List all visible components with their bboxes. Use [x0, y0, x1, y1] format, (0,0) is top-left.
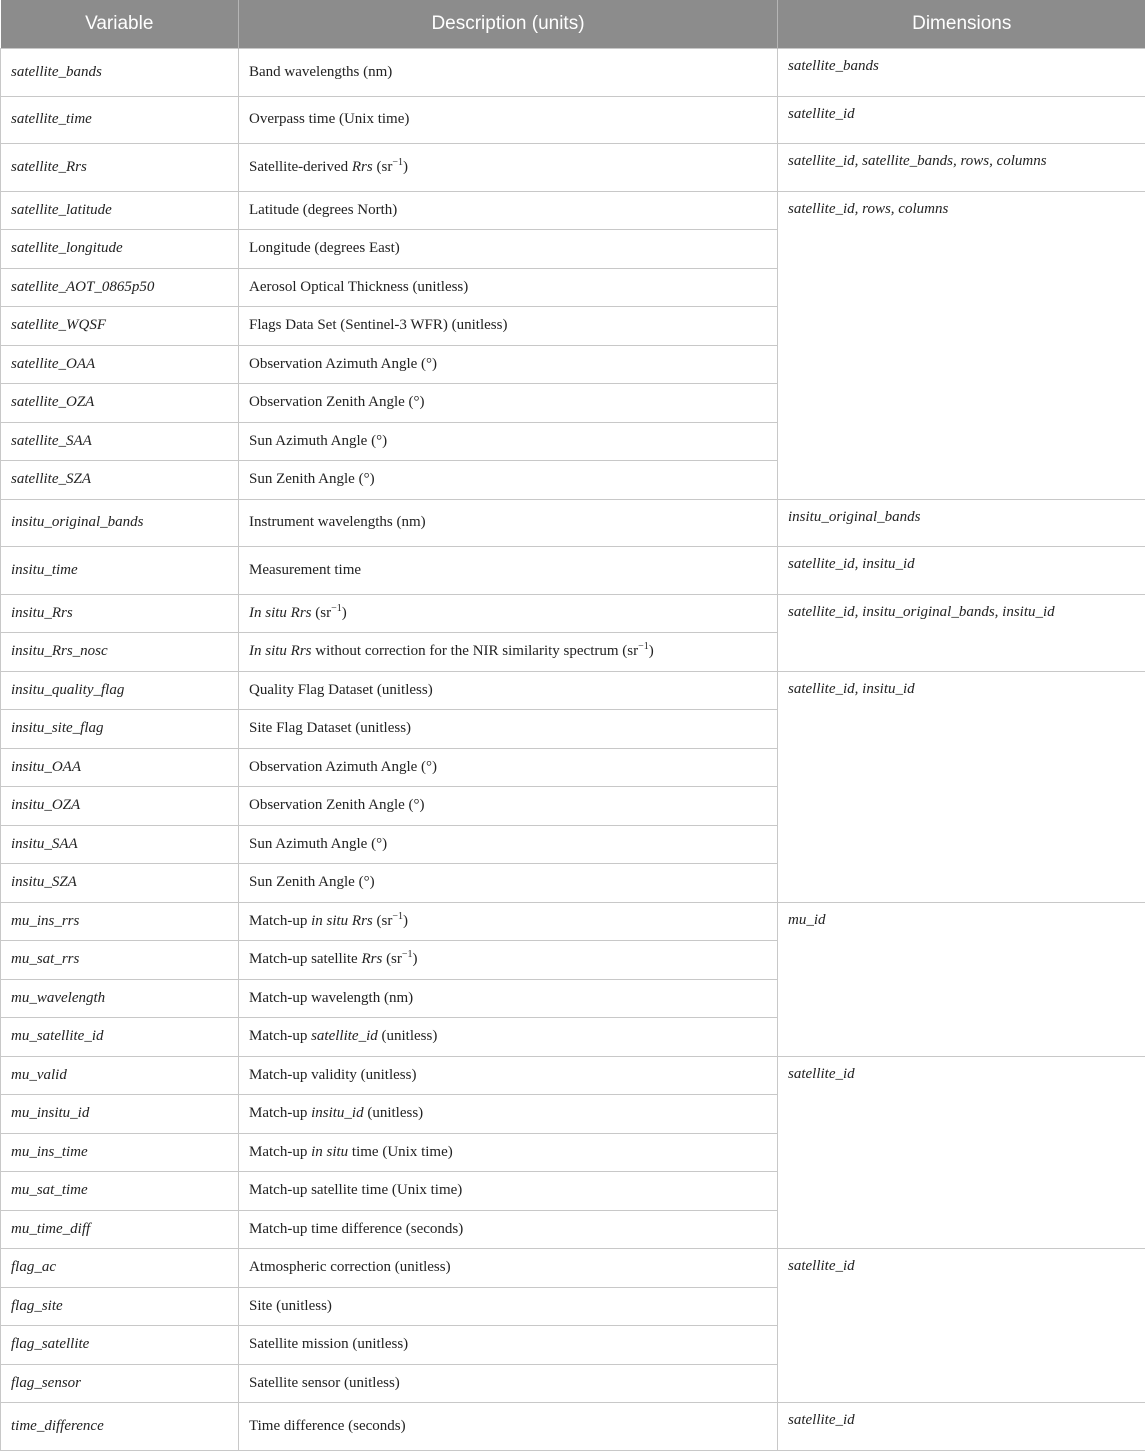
dimensions-cell: satellite_id: [778, 1403, 1145, 1451]
description-text: Match-up satellite time (Unix time): [249, 1182, 462, 1198]
description-text: Match-up time difference (seconds): [249, 1221, 463, 1237]
variable-cell: satellite_OAA: [1, 345, 239, 384]
description-text: Match-up: [249, 913, 311, 929]
description-text: (sr: [312, 605, 332, 621]
description-text: Match-up: [249, 1144, 311, 1160]
variable-cell: time_difference: [1, 1403, 239, 1451]
description-text: (unitless): [378, 1028, 438, 1044]
description-cell: [239, 307, 778, 346]
description-cell: [239, 594, 778, 633]
variable-cell: insitu_SAA: [1, 825, 239, 864]
table-body: [1, 49, 1145, 1451]
description-cell: [239, 345, 778, 384]
variable-cell: satellite_Rrs: [1, 144, 239, 192]
description-text: ): [403, 159, 408, 175]
variable-cell: mu_wavelength: [1, 979, 239, 1018]
variable-cell: insitu_OAA: [1, 748, 239, 787]
description-text: Measurement time: [249, 562, 361, 578]
description-text: Observation Zenith Angle (°): [249, 394, 425, 410]
description-cell: [239, 671, 778, 710]
header-variable: Variable: [1, 0, 239, 49]
superscript: −1: [392, 911, 403, 922]
description-cell: [239, 384, 778, 423]
description-text: Overpass time (Unix time): [249, 111, 409, 127]
description-cell: [239, 1172, 778, 1211]
table-row: [1, 49, 1145, 97]
description-cell: [239, 864, 778, 903]
description-text: (sr: [373, 913, 393, 929]
description-text: insitu_id: [311, 1105, 364, 1121]
variable-cell: satellite_time: [1, 96, 239, 144]
header-row: [1, 0, 1145, 49]
dimensions-cell: satellite_id: [778, 1249, 1145, 1403]
dimensions-cell: mu_id: [778, 902, 1145, 1056]
variable-cell: mu_insitu_id: [1, 1095, 239, 1134]
dimensions-cell: satellite_id, satellite_bands, rows, columns: [778, 144, 1145, 192]
variable-cell: mu_valid: [1, 1056, 239, 1095]
description-cell: [239, 1249, 778, 1288]
description-text: In situ Rrs: [249, 605, 312, 621]
description-text: Match-up: [249, 1105, 311, 1121]
description-cell: [239, 1364, 778, 1403]
variable-cell: mu_satellite_id: [1, 1018, 239, 1057]
description-cell: [239, 979, 778, 1018]
description-text: in situ: [311, 1144, 348, 1160]
variable-cell: insitu_Rrs: [1, 594, 239, 633]
description-text: Sun Azimuth Angle (°): [249, 836, 387, 852]
table-row: [1, 594, 1145, 633]
variable-cell: insitu_quality_flag: [1, 671, 239, 710]
description-text: Band wavelengths (nm): [249, 64, 392, 80]
description-text: in situ Rrs: [311, 913, 373, 929]
variable-cell: satellite_AOT_0865p50: [1, 268, 239, 307]
description-cell: [239, 825, 778, 864]
table-row: [1, 547, 1145, 595]
description-cell: [239, 1403, 778, 1451]
table-row: [1, 191, 1145, 230]
description-cell: [239, 710, 778, 749]
table-row: [1, 671, 1145, 710]
description-text: Match-up: [249, 1028, 311, 1044]
description-text: Longitude (degrees East): [249, 240, 400, 256]
variable-cell: satellite_SAA: [1, 422, 239, 461]
description-cell: [239, 230, 778, 269]
description-text: ): [403, 913, 408, 929]
variable-cell: satellite_longitude: [1, 230, 239, 269]
description-cell: [239, 461, 778, 500]
variable-cell: mu_sat_time: [1, 1172, 239, 1211]
description-cell: [239, 902, 778, 941]
description-text: Match-up wavelength (nm): [249, 990, 413, 1006]
description-cell: [239, 1133, 778, 1172]
description-cell: [239, 96, 778, 144]
variable-cell: insitu_time: [1, 547, 239, 595]
table-row: [1, 902, 1145, 941]
description-text: Rrs: [361, 951, 382, 967]
description-text: Observation Azimuth Angle (°): [249, 356, 437, 372]
variable-cell: flag_sensor: [1, 1364, 239, 1403]
description-text: time (Unix time): [348, 1144, 453, 1160]
description-text: Time difference (seconds): [249, 1418, 406, 1434]
description-cell: [239, 268, 778, 307]
description-text: (sr: [373, 159, 393, 175]
dimensions-cell: satellite_id, insitu_id: [778, 547, 1145, 595]
description-cell: [239, 748, 778, 787]
description-text: Match-up validity (unitless): [249, 1067, 416, 1083]
description-cell: [239, 1056, 778, 1095]
description-text: Observation Zenith Angle (°): [249, 797, 425, 813]
variable-cell: mu_ins_rrs: [1, 902, 239, 941]
table-row: [1, 1249, 1145, 1288]
variable-cell: mu_time_diff: [1, 1210, 239, 1249]
description-text: Quality Flag Dataset (unitless): [249, 682, 433, 698]
variable-cell: satellite_SZA: [1, 461, 239, 500]
description-text: Site (unitless): [249, 1298, 332, 1314]
dimensions-cell: satellite_id, insitu_original_bands, insitu_id: [778, 594, 1145, 671]
description-text: without correction for the NIR similarity spectrum (sr: [312, 643, 639, 659]
description-text: Satellite sensor (unitless): [249, 1375, 400, 1391]
table-row: [1, 499, 1145, 547]
table-row: [1, 1403, 1145, 1451]
description-text: (sr: [382, 951, 402, 967]
description-text: Sun Zenith Angle (°): [249, 874, 375, 890]
variable-cell: flag_ac: [1, 1249, 239, 1288]
table-row: [1, 1056, 1145, 1095]
superscript: −1: [402, 949, 413, 960]
variable-cell: mu_ins_time: [1, 1133, 239, 1172]
dimensions-cell: satellite_bands: [778, 49, 1145, 97]
variable-cell: satellite_latitude: [1, 191, 239, 230]
description-cell: [239, 1095, 778, 1134]
description-text: Atmospheric correction (unitless): [249, 1259, 451, 1275]
description-cell: [239, 1018, 778, 1057]
description-cell: [239, 191, 778, 230]
dimensions-cell: satellite_id: [778, 1056, 1145, 1249]
variable-cell: insitu_SZA: [1, 864, 239, 903]
variable-cell: insitu_original_bands: [1, 499, 239, 547]
variable-cell: satellite_bands: [1, 49, 239, 97]
description-text: Sun Zenith Angle (°): [249, 471, 375, 487]
superscript: −1: [392, 157, 403, 168]
header-dimensions: Dimensions: [778, 0, 1145, 49]
description-cell: [239, 633, 778, 672]
variable-cell: insitu_Rrs_nosc: [1, 633, 239, 672]
description-text: ): [649, 643, 654, 659]
description-cell: [239, 1326, 778, 1365]
table-row: [1, 96, 1145, 144]
table-header: [1, 0, 1145, 49]
variable-cell: insitu_site_flag: [1, 710, 239, 749]
variable-cell: satellite_WQSF: [1, 307, 239, 346]
description-text: Satellite-derived: [249, 159, 352, 175]
description-text: In situ Rrs: [249, 643, 312, 659]
variable-cell: insitu_OZA: [1, 787, 239, 826]
table-row: [1, 144, 1145, 192]
description-cell: [239, 547, 778, 595]
description-cell: [239, 1287, 778, 1326]
description-cell: [239, 49, 778, 97]
description-text: satellite_id: [311, 1028, 378, 1044]
description-text: Latitude (degrees North): [249, 202, 397, 218]
description-cell: [239, 787, 778, 826]
dimensions-cell: insitu_original_bands: [778, 499, 1145, 547]
description-text: (unitless): [364, 1105, 424, 1121]
description-text: Sun Azimuth Angle (°): [249, 433, 387, 449]
description-cell: [239, 941, 778, 980]
description-text: Instrument wavelengths (nm): [249, 514, 426, 530]
description-text: Rrs: [352, 159, 373, 175]
description-text: Observation Azimuth Angle (°): [249, 759, 437, 775]
description-cell: [239, 144, 778, 192]
description-text: Aerosol Optical Thickness (unitless): [249, 279, 468, 295]
variable-cell: flag_satellite: [1, 1326, 239, 1365]
dimensions-cell: satellite_id, insitu_id: [778, 671, 1145, 902]
variable-cell: flag_site: [1, 1287, 239, 1326]
description-text: ): [342, 605, 347, 621]
description-text: Flags Data Set (Sentinel-3 WFR) (unitless): [249, 317, 507, 333]
description-cell: [239, 499, 778, 547]
description-cell: [239, 422, 778, 461]
description-cell: [239, 1210, 778, 1249]
superscript: −1: [638, 641, 649, 652]
description-text: Match-up satellite: [249, 951, 361, 967]
dimensions-cell: satellite_id: [778, 96, 1145, 144]
dimensions-cell: satellite_id, rows, columns: [778, 191, 1145, 499]
description-text: ): [413, 951, 418, 967]
variable-cell: satellite_OZA: [1, 384, 239, 423]
description-text: Site Flag Dataset (unitless): [249, 720, 411, 736]
description-text: Satellite mission (unitless): [249, 1336, 408, 1352]
variable-cell: mu_sat_rrs: [1, 941, 239, 980]
header-description: Description (units): [239, 0, 778, 49]
superscript: −1: [331, 603, 342, 614]
